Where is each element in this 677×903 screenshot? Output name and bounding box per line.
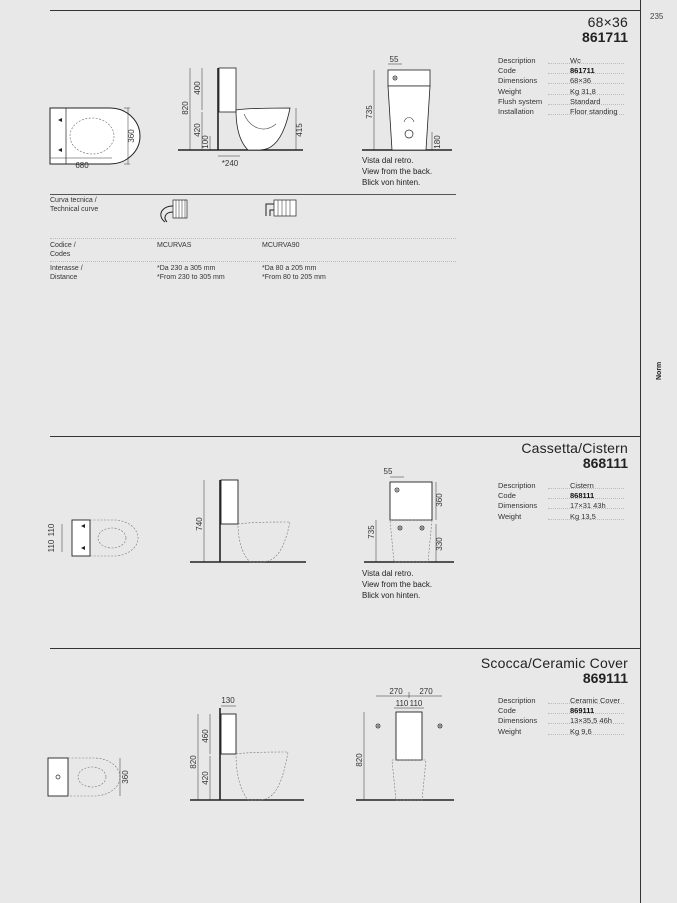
spec-row: Installation Floor standing [498, 107, 624, 117]
curve-code-2: MCURVA90 [262, 242, 300, 249]
dim-length: 680 [75, 161, 89, 170]
spec-row: Description Wc [498, 56, 624, 66]
spec-row: Description Cistern [498, 481, 624, 491]
cistern-back-view-drawing [364, 466, 464, 568]
svg-text:55: 55 [389, 55, 399, 64]
curve-table-top-rule [50, 194, 456, 195]
product-name: Scocca/Ceramic Cover [480, 655, 628, 671]
svg-text:420: 420 [201, 771, 210, 785]
spec-row: Code 868111 [498, 491, 624, 501]
curve-code-1: MCURVAS [157, 242, 192, 249]
spec-row: Dimensions 13×35,5 46h [498, 716, 624, 726]
product-size: 68×36 [587, 14, 628, 30]
svg-text:330: 330 [435, 537, 444, 551]
svg-text:55: 55 [383, 467, 393, 476]
codes-label: Codice / Codes [50, 242, 76, 258]
curve-table-separator [50, 238, 456, 239]
spec-row: Code 861711 [498, 66, 624, 76]
spec-row: Weight Kg 9,6 [498, 727, 624, 737]
wc-top-view-drawing [40, 100, 150, 180]
back-view-note-2: Vista dal retro. View from the back. Blick von hinten. [362, 569, 433, 600]
spec-row: Weight Kg 31,8 [498, 87, 624, 97]
spec-table-3 [498, 696, 624, 737]
svg-text:820: 820 [189, 755, 198, 769]
page-margin-line [640, 0, 641, 903]
spec-row: Code 869111 [498, 706, 624, 716]
svg-text:415: 415 [295, 123, 304, 137]
svg-text:740: 740 [195, 517, 204, 531]
spec-row: Dimensions 68×36 [498, 76, 624, 86]
svg-text:270: 270 [389, 687, 403, 696]
product-code: 861711 [582, 29, 628, 45]
svg-text:110: 110 [395, 699, 409, 708]
svg-text:820: 820 [181, 101, 190, 115]
svg-text:400: 400 [193, 81, 202, 95]
svg-text:820: 820 [355, 753, 364, 767]
spec-row: Weight Kg 13,5 [498, 512, 624, 522]
spec-row: Description Ceramic Cover [498, 696, 624, 706]
mcurvas-curve-icon [155, 196, 195, 230]
spec-row: Flush system Standard [498, 97, 624, 107]
section-title-3 [481, 656, 628, 685]
spec-row: Dimensions 17×31 43h [498, 501, 624, 511]
svg-text:180: 180 [433, 135, 442, 149]
curve-table-separator [50, 261, 456, 262]
svg-text:360: 360 [435, 493, 444, 507]
cistern-side-view-drawing [190, 476, 310, 566]
svg-text:420: 420 [193, 123, 202, 137]
svg-text:100: 100 [201, 135, 210, 149]
svg-text:735: 735 [365, 105, 374, 119]
svg-text:110: 110 [47, 523, 56, 537]
cistern-top-view-drawing [48, 516, 148, 561]
svg-text:110: 110 [409, 699, 423, 708]
section-divider [50, 10, 640, 11]
wc-back-view-drawing [362, 52, 462, 154]
curve-distance-1: *Da 230 a 305 mm *From 230 to 305 mm [157, 265, 225, 281]
side-section-label: Norm [656, 361, 663, 380]
svg-text:*240: *240 [221, 159, 239, 168]
svg-text:130: 130 [221, 696, 235, 705]
svg-text:110: 110 [47, 539, 56, 553]
curve-table-header-label: Curva tecnica / Technical curve [50, 197, 99, 213]
mcurva90-curve-icon [260, 196, 300, 230]
product-code: 868111 [582, 455, 628, 471]
wc-side-view-drawing [178, 62, 308, 172]
curve-distance-2: *Da 80 a 205 mm *From 80 to 205 mm [262, 265, 326, 281]
svg-text:360: 360 [121, 770, 130, 784]
section-divider [50, 648, 640, 649]
section-divider [50, 436, 640, 437]
spec-table-2 [498, 481, 624, 522]
product-name: Cassetta/Cistern [521, 440, 628, 456]
svg-text:460: 460 [201, 729, 210, 743]
cover-side-view-drawing [186, 692, 311, 804]
page-number: 235 [650, 12, 664, 21]
section-title-2 [521, 441, 628, 470]
svg-text:735: 735 [367, 525, 376, 539]
back-view-note-1: Vista dal retro. View from the back. Blick von hinten. [362, 156, 433, 187]
distance-label: Interasse / Distance [50, 265, 83, 281]
dim-depth: 360 [127, 129, 136, 143]
product-code: 869111 [582, 670, 628, 686]
spec-table-1 [498, 56, 624, 117]
cover-top-view-drawing [44, 754, 144, 804]
cover-back-view-drawing [352, 686, 457, 802]
svg-text:270: 270 [419, 687, 433, 696]
section-title-1 [582, 15, 628, 44]
